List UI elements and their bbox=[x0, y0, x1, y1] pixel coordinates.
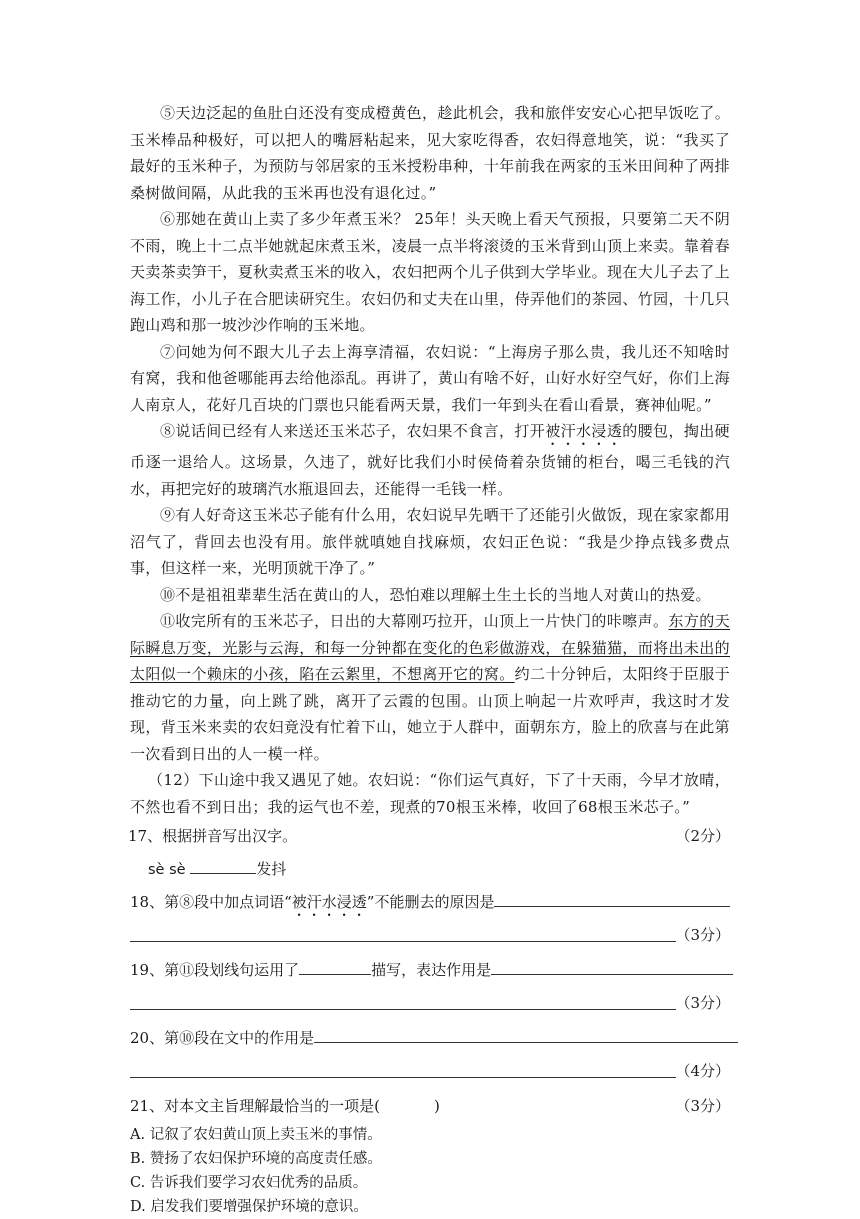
question-17-text: 17、根据拼音写出汉字。 bbox=[128, 827, 298, 845]
paragraph-5: ⑤天边泛起的鱼肚白还没有变成橙黄色，趁此机会，我和旅伴安安心心把早饭吃了。玉米棒品种极好，可以把人的嘴唇粘起来，见大家吃得香，农妇得意地笑，说：“我买了最好的玉米种子，为预防与邻居家的玉米授粉串种，十年前我在两家的玉米田间种了两排桑树做间隔，从此我的玉米再也没有退化过。” bbox=[130, 104, 730, 202]
option-b[interactable]: B. 赞扬了农妇保护环境的高度责任感。 bbox=[130, 1151, 382, 1167]
question-18-score: （3分） bbox=[675, 926, 730, 944]
paragraph-11-part-a: ⑪收完所有的玉米芯子，日出的大幕刚巧拉开，山顶上一片快门的咔嚓声。 bbox=[160, 612, 669, 630]
answer-blank-20a[interactable] bbox=[314, 1024, 738, 1043]
paragraph-11 bbox=[130, 608, 730, 767]
question-18-suffix: ”不能删去的原因是 bbox=[366, 893, 495, 911]
dotted-phrase: 被汗水浸透 bbox=[545, 422, 623, 440]
question-20-text: 20、第⑩段在文中的作用是 bbox=[130, 1029, 315, 1047]
question-19-score: （3分） bbox=[675, 994, 730, 1012]
paragraph-8 bbox=[130, 418, 730, 502]
question-17-score: （2分） bbox=[675, 827, 730, 845]
paragraph-8-part-a: ⑧说话间已经有人来送还玉米芯子，农妇果不食言，打开 bbox=[160, 422, 546, 440]
answer-blank-17[interactable] bbox=[190, 855, 256, 874]
paragraph-8-part-b: 的腰包，掏出硬币逐一退给人。这场景，久违了，就好比我们小时侯倚着杂货铺的柜台，喝三毛钱的汽水，再把完好的玻璃汽水瓶退回去，还能得一毛钱一样。 bbox=[130, 422, 730, 498]
question-17-answer-line bbox=[130, 853, 730, 886]
exam-page bbox=[130, 100, 730, 1219]
question-19-middle: 描写，表达作用是 bbox=[371, 961, 492, 979]
option-d[interactable]: D. 启发我们要增强保护环境的意识。 bbox=[130, 1199, 368, 1215]
paragraph-12: （12）下山途中我又遇见了她。农妇说：“你们运气真好，下了十天雨，今早才放晴，不然也看不到日出；我的运气也不差，现煮的70根玉米棒，收回了68根玉米芯子。” bbox=[130, 771, 730, 816]
question-18-line-2 bbox=[130, 919, 730, 952]
paragraph-6: ⑥那她在黄山上卖了多少年煮玉米？ 25年！头天晚上看天气预报，只要第二天不阴不雨，晚上十二点半她就起床煮玉米，凌晨一点半将滚烫的玉米背到山顶上来卖。靠着春天卖茶卖笋干，夏秋卖煮玉米的收入，农妇把两个儿子供到大学毕业。现在大儿子去了上海工作，小儿子在合肥读研究生。农妇仍和丈夫在山里，侍弄他们的茶园、竹园，十几只跑山鸡和那一坡沙沙作响的玉米地。 bbox=[130, 210, 730, 334]
question-19-line-2 bbox=[130, 987, 730, 1020]
question-20-line-2 bbox=[130, 1055, 730, 1088]
question-18-dotted: 被汗水浸透 bbox=[291, 893, 367, 911]
question-21-score: （3分） bbox=[675, 1097, 730, 1115]
question-20 bbox=[130, 1022, 730, 1055]
answer-blank-19c[interactable] bbox=[130, 1009, 676, 1010]
question-18-prefix: 18、第⑧段中加点词语“ bbox=[130, 893, 292, 911]
paragraph-10: ⑩不是祖祖辈辈生活在黄山的人，恐怕难以理解土生土长的当地人对黄山的热爱。 bbox=[160, 585, 711, 604]
question-19 bbox=[130, 954, 730, 987]
question-20-score: （4分） bbox=[675, 1062, 730, 1080]
question-18 bbox=[130, 886, 730, 919]
paragraph-7: ⑦问她为何不跟大儿子去上海享清福，农妇说：“上海房子那么贵，我儿还不知啥时有窝，我和他爸哪能再去给他添乱。再讲了，黄山有啥不好，山好水好空气好，你们上海人南京人，花好几百块的门票也只能看两天景，我们一年到头在看山看景，赛神仙呢。” bbox=[130, 342, 730, 414]
question-17-suffix: 发抖 bbox=[256, 860, 287, 878]
question-21 bbox=[130, 1090, 730, 1123]
paragraph-9: ⑨有人好奇这玉米芯子能有什么用，农妇说早先晒干了还能引火做饭，现在家家都用沼气了，背回去也没有用。旅伴就嗔她自找麻烦，农妇正色说：“我是少挣点钱多费点事，但这样一来，光明顶就干净了。” bbox=[130, 506, 730, 577]
underlined-sentence: 东方的天际瞬息万变，光影与云海，和每一分钟都在变化的色彩做游戏，在躲猫猫，而将出未出的太阳似一个赖床的小孩，陷在云絮里，不想离开它的窝。 bbox=[130, 612, 731, 683]
answer-blank-19a[interactable] bbox=[299, 956, 371, 975]
question-21-text: 21、对本文主旨理解最恰当的一项是( bbox=[130, 1097, 380, 1115]
answer-blank-18a[interactable] bbox=[494, 888, 730, 907]
answer-blank-20b[interactable] bbox=[130, 1077, 676, 1078]
question-19-prefix: 19、第⑪段划线句运用了 bbox=[130, 961, 300, 979]
option-a[interactable]: A. 记叙了农妇黄山顶上卖玉米的事情。 bbox=[130, 1127, 382, 1143]
question-17 bbox=[128, 820, 730, 853]
answer-blank-18b[interactable] bbox=[130, 941, 676, 942]
option-c[interactable]: C. 告诉我们要学习农妇优秀的品质。 bbox=[130, 1175, 368, 1191]
pinyin-text: sè sè bbox=[148, 862, 186, 878]
question-21-close: ) bbox=[433, 1097, 440, 1115]
paragraph-11-part-b: 约二十分钟后，太阳终于臣服于推动它的力量，向上跳了跳，离开了云霞的包围。山顶上响起一片欢呼声，我这时才发现，背玉米来卖的农妇竟没有忙着下山，她立于人群中，面朝东方，脸上的欣喜与在此第一次看到日出的人一模一样。 bbox=[130, 665, 730, 763]
answer-blank-19b[interactable] bbox=[491, 956, 733, 975]
